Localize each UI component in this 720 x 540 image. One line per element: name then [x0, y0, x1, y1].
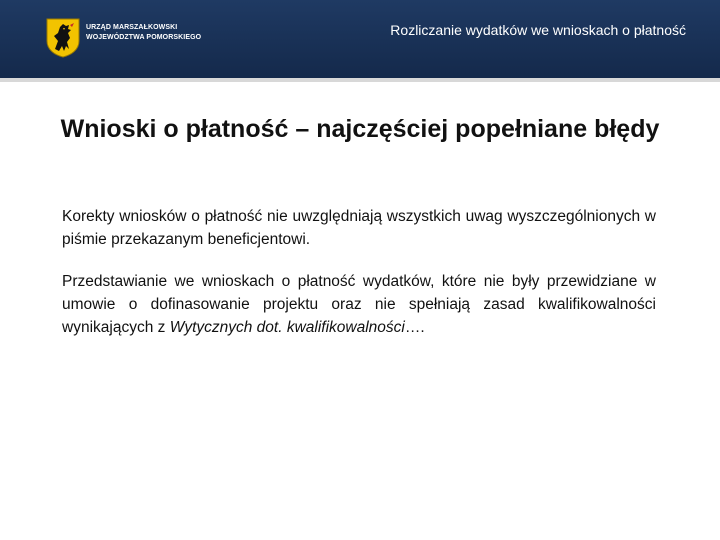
error-description-2	[62, 270, 656, 339]
griffin-coat-of-arms-icon	[46, 18, 80, 58]
paragraph-text-start: Przedstawianie we wnioskach o płatność wydatków, które nie były przewidziane w umowie o dofinasowanie projektu oraz nie spełniają zasad kwalifikowalności wynikających z	[62, 273, 656, 336]
institution-logo	[46, 18, 202, 60]
guidelines-title: Wytycznych dot. kwalifikowalności	[169, 319, 405, 336]
logo-text-line-1: URZĄD MARSZAŁKOWSKI	[86, 24, 178, 31]
slide-title: Wnioski o płatność – najczęściej popełniane błędy	[60, 115, 660, 143]
paragraph-text-end: ….	[404, 319, 425, 336]
error-description-1: Korekty wniosków o płatność nie uwzględniają wszystkich uwag wyszczególnionych w piśmie przekazanym beneficjentowi.	[62, 208, 656, 248]
header-divider	[0, 78, 720, 82]
logo-text-line-2: WOJEWÓDZTWA POMORSKIEGO	[86, 34, 202, 41]
slide-header	[0, 0, 720, 78]
presentation-topic: Rozliczanie wydatków we wnioskach o płatność	[390, 22, 686, 38]
